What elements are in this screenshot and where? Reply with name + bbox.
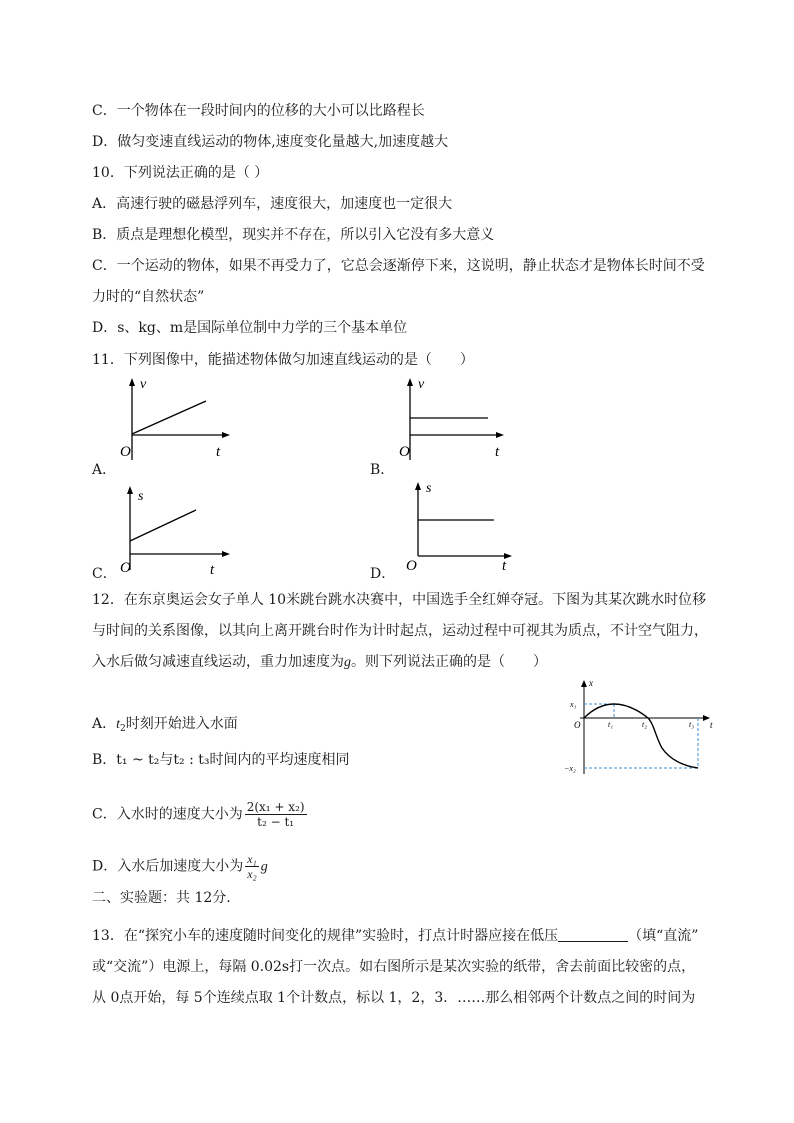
q11-graph-a-xvar: t: [216, 444, 221, 460]
q12-graph-yaxis-label: x: [589, 678, 593, 688]
q12-stem-line1: 12．在东京奥运会女子单人 10米跳台跳水决赛中，中国选手全红婵夺冠。下图为其某次跳水时位移: [92, 592, 707, 608]
q10-option-d: D．s、kg、m是国际单位制中力学的三个基本单位: [92, 320, 408, 336]
q13-answer-blank[interactable]: [558, 927, 628, 942]
q9-option-c: C．一个物体在一段时间内的位移的大小可以比路程长: [92, 103, 425, 119]
q12-option-d-numerator: x₁: [247, 852, 257, 866]
q11-graph-a: [118, 376, 238, 466]
q12-stem-line3: [92, 652, 547, 673]
q12-option-d: [92, 852, 268, 881]
q12-graph-t2-label: t₂: [642, 720, 648, 729]
q12-graph-xaxis-label: t: [710, 720, 713, 730]
q11-label-b: B．: [370, 462, 395, 478]
q11-graph-b-yvar: v: [418, 377, 425, 392]
q12-stem-line3b: 。则下列说法正确的是（ ）: [351, 654, 547, 670]
section-2-heading: 二、实验题：共 12分.: [92, 890, 231, 906]
q12-option-c: [92, 800, 309, 829]
q11-label-c: C．: [92, 566, 117, 582]
q12-graph-t1-label: t₁: [608, 720, 614, 729]
q12-stem-line2: 与时间的关系图像，以其向上离开跳台时作为计时起点，运动过程中可视其为质点，不计空气阻力，: [92, 623, 708, 639]
q13-line1a: 13．在“探究小车的速度随时间变化的规律”实验时，打点计时器应接在低压: [92, 928, 559, 944]
q12-option-d-g: g: [260, 859, 268, 875]
q11-graph-b: [398, 376, 518, 466]
q11-graph-d-origin: O: [406, 558, 417, 574]
q10-option-c-line2: 力时的“自然状态”: [92, 289, 205, 305]
q11-graph-a-yvar: v: [140, 377, 147, 392]
q11-label-d: D．: [370, 566, 396, 582]
q11-graph-c-xvar: t: [210, 562, 215, 578]
q12-option-c-prefix: C．入水时的速度大小为: [92, 806, 243, 823]
q11-graph-d: [404, 478, 524, 574]
q12-option-a: [92, 714, 238, 739]
q11-graph-c-line: [130, 510, 196, 541]
q10-stem: 10．下列说法正确的是（ ）: [92, 165, 269, 181]
q10-option-b: B．质点是理想化模型，现实并不存在，所以引入它没有多大意义: [92, 227, 495, 243]
q11-graph-a-origin: O: [120, 444, 131, 460]
q12-option-b: [92, 750, 350, 770]
q12-graph-x1-label: x₁: [570, 700, 577, 709]
q13-line3: 从 0点开始，每 5个连续点取 1个计数点，标以 1，2，3．……那么相邻两个计数点之间的时间为: [92, 990, 696, 1006]
q12-stem-line3a: 入水后做匀减速直线运动，重力加速度为: [92, 654, 344, 670]
q10-option-c-line1: C．一个运动的物体，如果不再受力了，它总会逐渐停下来，这说明，静止状态才是物体长时间不受: [92, 258, 705, 274]
q13-line1b: （填“直流”: [628, 928, 699, 944]
q13-line2: 或“交流”）电源上，每隔 0.02s打一次点。如右图所示是某次实验的纸带，舍去前面比较密的点，: [92, 959, 696, 975]
q12-option-a-prefix: A．: [92, 716, 117, 732]
q12-xt-curve: [584, 704, 698, 768]
q11-graph-b-origin: O: [399, 444, 410, 460]
q11-label-a: A．: [92, 462, 117, 478]
q12-graph-origin: O: [574, 720, 581, 730]
q11-graph-d-yvar: s: [426, 481, 432, 496]
q12-graph-negx2-label: −x₂: [564, 764, 576, 773]
q12-option-b-prefix: B．: [92, 752, 117, 768]
q11-graph-c-yvar: s: [138, 489, 144, 504]
q13-line1: [92, 926, 698, 946]
q12-option-a-t: t: [116, 717, 121, 732]
q12-xt-graph: [558, 676, 718, 776]
q11-graph-b-xvar: t: [495, 444, 500, 460]
q12-option-d-denominator: x₂: [247, 867, 257, 881]
q12-option-c-numerator: 2(x₁ + x₂): [246, 800, 305, 814]
q11-graph-d-xvar: t: [502, 558, 507, 574]
q9-option-d: D．做匀变速直线运动的物体,速度变化量越大,加速度越大: [92, 134, 449, 150]
q12-graph-t3-label: t₃: [689, 720, 695, 729]
q11-graph-a-line: [132, 401, 206, 434]
q11-graph-c-origin: O: [120, 560, 131, 576]
q12-option-a-sub: 2: [120, 724, 126, 734]
q12-option-c-fraction: [245, 800, 307, 829]
q10-option-a: A．高速行驶的磁悬浮列车，速度很大，加速度也一定很大: [92, 196, 453, 212]
q12-g-symbol: g: [344, 655, 351, 670]
q12-option-c-denominator: t₂ − t₁: [257, 815, 295, 829]
q12-option-a-text: 时刻开始进入水面: [125, 716, 238, 732]
q12-option-b-text: t₁ ~ t₂与t₂ : t₃时间内的平均速度相同: [116, 752, 350, 768]
q11-stem: 11．下列图像中，能描述物体做匀加速直线运动的是（ ）: [92, 352, 474, 368]
q11-graph-c: [118, 482, 238, 578]
q12-option-d-fraction: [245, 852, 259, 881]
q12-option-d-prefix: D．入水后加速度大小为: [92, 858, 244, 875]
